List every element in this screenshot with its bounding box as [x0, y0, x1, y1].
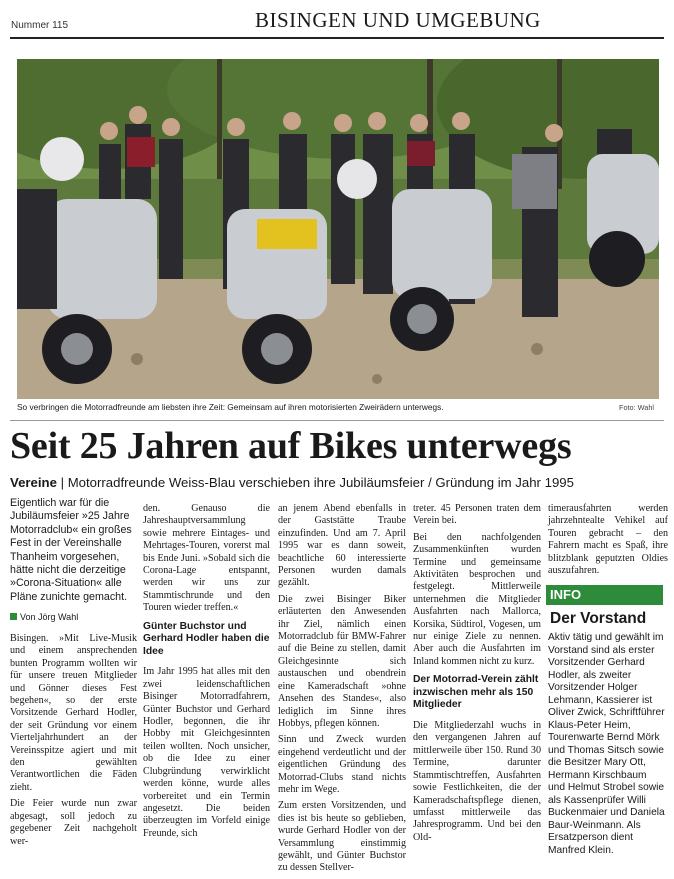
column-5 [548, 503, 668, 581]
issue-number: Nummer 115 [11, 20, 69, 31]
caption-rule [10, 420, 664, 421]
article-subtitle: Motorradfreunde Weiss-Blau verschieben ihre Jubiläumsfeier / Gründung im Jahr 1995 [67, 475, 574, 490]
article-intro: Eigentlich war für die Jubiläumsfeier »25 Jahre Motorradclub« ein großes Fest in der Vereinshalle Thanheim vorgesehen, hätte nicht die derzeitige »Corona-Situation« alle Pläne zunichte gemacht. [10, 497, 132, 603]
group-photo [17, 59, 659, 399]
column-4 [413, 503, 541, 848]
column-2 [143, 503, 270, 844]
paragraph: Die zwei Bisinger Biker erläuterten den Anwesenden ihr Ziel, nämlich einen Motorradclub für BMW-Fahrer auf die Beine zu stellen, damit Gleichgesinnte sich austauschen und obendrein eine Kameradschaft »ohne Ansehen des Standes«, also lediglich im Sinne ihres Hobbys, pflegen können. [278, 593, 406, 729]
author-name: Von Jörg Wahl [20, 612, 79, 622]
photo-caption: So verbringen die Motorradfreunde am liebsten ihre Zeit: Gemeinsam auf ihren motorisierten Zweirädern unterwegs. [17, 402, 444, 412]
info-label: INFO [550, 587, 582, 602]
subheading: Der Motorrad-Verein zählt inzwischen mehr als 150 Mitglieder [413, 674, 539, 711]
paragraph: timerausfahrten werden jahrzehntealte Vehikel auf Touren gebracht – den Fahrern macht es Spaß, ihre blitzblank geputzten Oldies auszufahren. [548, 503, 668, 577]
paragraph: treter. 45 Personen traten dem Verein bei. [413, 503, 541, 527]
paragraph: Sinn und Zweck wurden eingehend verdeutlicht und der eigentlichen Gründung des Motorrad-Clubs stand nichts mehr im Wege. [278, 734, 406, 795]
header-rule [10, 37, 664, 39]
paragraph: Zum ersten Vorsitzenden, und dies ist bis heute so geblieben, wurde Gerhard Hodler von der Versammlung einstimmig gewählt, und Günter Buchstor zu dessen Stellver- [278, 800, 406, 874]
photo-illustration [17, 59, 659, 399]
info-title: Der Vorstand [550, 610, 647, 627]
article-headline: Seit 25 Jahren auf Bikes unterwegs [10, 425, 572, 467]
paragraph: Bisingen. »Mit Live-Musik und einem ansprechenden bunten Programm wollten wir für unsere treuen Mitglieder und Gönner dieses Fest begehen«, so der erste Vorsitzende Gerhard Hodler, der seit Gründung vor einem Vierteljahrhundert an der Vereinsspitze agiert und mit den gewählten Verantwortlichen die Fäden zieht. [10, 633, 137, 793]
photo-credit: Foto: Wahl [619, 403, 655, 412]
paragraph: den. Genauso die Jahreshauptversammlung sowie mehrere Eintages- und Mehrtages-Touren, vorerst mal bis Ende Juni. »Sobald sich die Corona-Lage entspannt, werden wir uns zur Stammtischrunde und den Touren wieder treffen.« [143, 503, 270, 614]
kicker: Vereine [10, 475, 57, 490]
column-1 [10, 633, 137, 852]
info-box-header [546, 585, 663, 605]
author-marker-icon [10, 613, 17, 620]
article-subtitle-line [10, 475, 574, 490]
subheading: Günter Buchstor und Gerhard Hodler haben die Idee [143, 620, 270, 657]
paragraph: Die Feier wurde nun zwar abgesagt, soll jedoch zu gegebener Zeit nachgeholt wer- [10, 798, 137, 847]
info-text: Aktiv tätig und gewählt im Vorstand sind als erster Vorsitzender Gerhard Hodler, als zweiter Vorsitzender Holger Lehmann, Kassierer ist Oliver Zwick, Schriftführer Klaus-Peter Heim, Tourenwarte Bernd Mörk und Thomas Sitsch sowie die Besitzer Mary Ott, Hermann Kirschbaum und Helmut Strobel sowie als Kassenprüfer Willi Buckenmaier und Daniela Baur-Weinmann. Als Ersatzperson dient Manfred Klein. [548, 632, 665, 856]
column-3 [278, 503, 406, 879]
paragraph: an jenem Abend ebenfalls in der Gaststätte Traube einzufinden. Und am 7. April 1995 war es dann soweit, beachtliche 60 interessierte Personen wurden damals gezählt. [278, 503, 406, 589]
paragraph: Bei den nachfolgenden Zusammenkünften wurden Termine und gemeinsame Aktivitäten besprochen und festgelegt. Mittlerweile unternehmen die Mitglieder Ausfahrten nach Mallorca, Korsika, Südtirol, Vogesen, um nur einige Ziele zu nennen. Aber auch die Ausfahrten im Inland kommen nicht zu kurz. [413, 531, 541, 667]
section-title: BISINGEN UND UMGEBUNG [255, 8, 541, 32]
paragraph: Im Jahr 1995 hat alles mit den zwei leidenschaftlichen Bisinger Motorradfahrern, Günter Buchstor und Gerhard Hodler, begonnen, die ihr Hobby mit Gleichgesinnten teilen wollten. Noch unsicher, ob die Idee zu einer Clubgründung verwirklicht werden könne, wurde alles vorbereitet und ein Termin angesetzt. Die beiden überzeugten im Vorfeld einige Freunde, sich [143, 666, 270, 839]
author-line [10, 612, 78, 622]
paragraph: Die Mitgliederzahl wuchs in den vergangenen Jahren auf mittlerweile über 150. Rund 30 Termine, darunter Stammtischtreffen, Ausfahrten sowie Festlichkeiten, die der Kameradschaftspflege dienen, umfasst mittlerweile das Jahresprogramm. Und bei den Old- [413, 720, 541, 843]
kicker-separator: | [60, 475, 68, 490]
